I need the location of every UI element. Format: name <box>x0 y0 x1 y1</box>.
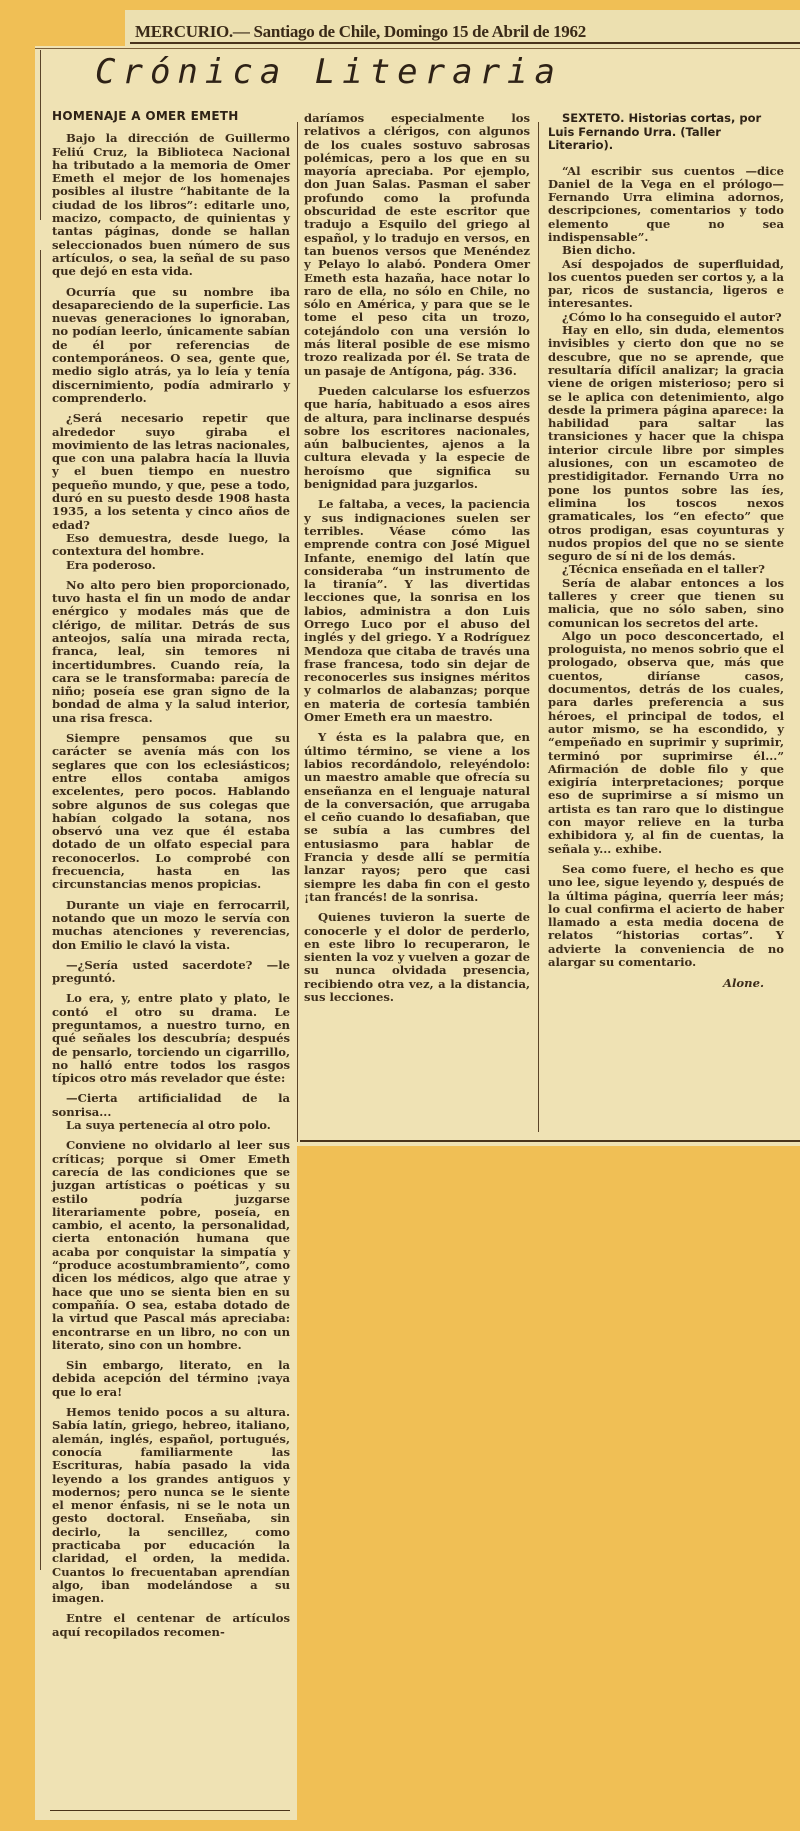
author-signature: Alone. <box>723 976 764 991</box>
paragraph: No alto pero bien proporcionado, tuvo hasta el fin un modo de andar enérgico y modales más que de clérigo, de militar. Detrás de sus anteojos, salía una mirada recta, franca, leal, sin temores ni incertidumbres. Cuando reía, la cara se le transformaba: parecía de niño; poseía ese gran signo de la bondad de alma y la salud interior, una risa fresca. <box>52 577 290 725</box>
paragraph: La suya pertenecía al otro polo. <box>66 1118 271 1133</box>
paragraph: Y ésta es la palabra que, en último término, se viene a los labios recordándolo, releyéndolo: un maestro amable que ofrecía su enseñanza en el lenguaje natural de la conversación, que arrugaba el ceño cuando lo desafiaban, que se subía a las cumbres del entusiasmo para hablar de Francia y desde allí se permitía lanzar rayos; pero que casi siempre les daba fin con el gesto ¡tan francés! de la sonrisa. <box>304 730 530 904</box>
paragraph: Así despojados de superfluidad, los cuentos pueden ser cortos y, a la par, ricos de sustancia, ligeros e interesantes. <box>548 256 784 311</box>
article-heading: HOMENAJE A OMER EMETH <box>52 109 239 123</box>
paragraph: ¿Cómo lo ha conseguido el autor? <box>562 309 782 324</box>
paragraph-continued: Entre el centenar de artículos aquí recopilados recomen- <box>52 1611 290 1639</box>
paragraph-continuation: daríamos especialmente los relativos a clérigos, con algunos de los cuales sostuvo sabrosas polémicas, pero a los que en su mayoría apreciaba. Por ejemplo, don Juan Salas. Pasman el saber profundo como la profunda obscuridad de este escritor que tradujo a Esquilo del griego al español, y lo tradujo en versos, en tan buenos versos que Menéndez y Pelayo lo alabó. Pondera Omer Emeth esta hazaña, hace notar lo raro de ella, no sólo en Chile, no sólo en América, y para que se le tome el peso cita un trozo, cotejándolo con una versión lo más literal posible de ese mismo trozo realizada por él. Se trata de un pasaje de Antígona, pág. 336. <box>304 111 530 378</box>
paragraph: Sería de alabar entonces a los talleres y creer que tienen su malicia, que no sólo saben, sino comunican los secretos del arte. <box>548 575 784 630</box>
title-box-left-border <box>40 50 41 220</box>
article-heading: SEXTETO. Historias cortas, por Luis Fernando Urra. (Taller Literario). <box>548 111 762 152</box>
newspaper-masthead: MERCURIO.— Santiago de Chile, Domingo 15 de Abril de 1962 <box>135 22 586 41</box>
column-rule <box>538 122 539 1132</box>
paragraph: —Cierta artificialidad de la sonrisa... <box>52 1091 290 1119</box>
paragraph: Sin embargo, literato, en la debida acepción del término ¡vaya que lo era! <box>52 1358 290 1399</box>
title-box-border <box>35 48 800 49</box>
paragraph: Bien dicho. <box>562 243 636 258</box>
article-column-2 <box>304 112 530 1011</box>
bottom-rule <box>50 1810 290 1811</box>
paragraph: ¿Técnica enseñada en el taller? <box>562 562 765 577</box>
article-column-3 <box>548 112 784 991</box>
paragraph: “Al escribir sus cuentos —dice Daniel de la Vega en el prólogo— Fernando Urra elimina adornos, descripciones, comentarios y todo elemento que no sea indispensable”. <box>548 163 784 244</box>
paragraph: —¿Sería usted sacerdote? —le preguntó. <box>52 957 290 986</box>
paragraph: Era poderoso. <box>66 557 156 572</box>
bottom-rule <box>300 1140 800 1142</box>
paragraph: Pueden calcularse los esfuerzos que haría, habituado a esos aires de altura, para inclinarse después sobre los escritores nacionales, aún balbucientes, ajenos a la cultura elevada y la especie de heroísmo que significa su benignidad para juzgarlos. <box>304 383 530 492</box>
paragraph: Bajo la dirección de Guillermo Feliú Cruz, la Biblioteca Nacional ha tributado a la memoria de Omer Emeth el mejor de los homenajes posibles al ilustre “habitante de la ciudad de los libros”: editarle uno, macizo, compacto, de quinientas y tantas páginas, donde se hallan seleccionados buen número de sus artículos, o sea, la señal de su paso que dejó en esta vida. <box>52 131 290 279</box>
paragraph: Durante un viaje en ferrocarril, notando que un mozo le servía con muchas atenciones y reverencias, don Emilio le clavó la vista. <box>52 897 290 952</box>
masthead-rule <box>130 42 800 44</box>
paragraph: Lo era, y, entre plato y plato, le contó el otro su drama. Le preguntamos, a nuestro turno, en qué señales los descubría; después de pensarlo, torciendo un cigarrillo, no halló entre todos los rasgos típicos otro más revelador que éste: <box>52 991 290 1086</box>
article-column-1 <box>52 110 290 1646</box>
paragraph: Conviene no olvidarlo al leer sus críticas; porque si Omer Emeth carecía de las condiciones que se juzgan artísticas o poéticas y su estilo podría juzgarse literariamente pobre, poseía, en cambio, el acento, la personalidad, cierta entonación humana que acaba por conquistar la simpatía y “produce acostumbramiento”, como dicen los médicos, algo que atrae y hace que uno se sienta bien en su compañía. O sea, estaba dotado de la virtud que Pascal más apreciaba: encontrarse en un libro, no con un literato, sino con un hombre. <box>52 1138 290 1352</box>
paragraph: Eso demuestra, desde luego, la contextura del hombre. <box>52 530 290 559</box>
paragraph: Le faltaba, a veces, la paciencia y sus indignaciones suelen ser terribles. Véase cómo las emprende contra con José Miguel Infante, enemigo del latín que consideraba “un instrumento de la tiranía”. Y las divertidas lecciones que, la sonrisa en los labios, administra a don Luis Orrego Luco por el abuso del inglés y del griego. Y a Rodríguez Mendoza que citaba de través una frase francesa, todo sin dejar de reconocerles sus insignes méritos y colmarlos de alabanzas; porque en materia de cortesía también Omer Emeth era un maestro. <box>304 497 530 725</box>
column-rule <box>40 250 41 1570</box>
paragraph: Hay en ello, sin duda, elementos invisibles y cierto don que no se descubre, que no se aprende, que resultaría difícil analizar; la gracia viene de origen misterioso; pero si se le aplica con detenimiento, algo desde la primera página aparece: la habilidad para saltar las transiciones y hacer que la chispa interior circule libre por simples alusiones, con un escamoteo de prestidigitador. Fernando Urra no pone los puntos sobre las íes, elimina los toscos nexos gramaticales, los “en efecto” que otros prodigan, esas coyunturas y nudos propios del que no se siente seguro de sí ni de los demás. <box>548 323 784 564</box>
paragraph: Hemos tenido pocos a su altura. Sabía latín, griego, hebreo, italiano, alemán, inglés, español, portugués, conocía familiarmente las Escrituras, había pasado la vida leyendo a los grandes antiguos y modernos; pero nunca se le siente el menor énfasis, ni se le nota un gesto doctoral. Enseñaba, sin decirlo, la sencillez, como practicaba por educación la claridad, el orden, la medida. Cuantos lo frecuentaban aprendían algo, iban modelándose a su imagen. <box>52 1405 290 1606</box>
paragraph: Sea como fuere, el hecho es que uno lee, sigue leyendo y, después de la última página, querría leer más; lo cual confirma el acierto de haber llamado a esta media docena de relatos “historias cortas”. Y advierte la conveniencia de no alargar su comentario. <box>548 861 784 970</box>
paragraph: ¿Será necesario repetir que alrededor suyo giraba el movimiento de las letras nacionales, que con una palabra hacía la lluvia y el buen tiempo en nuestro pequeño mundo, y que, pese a todo, duró en su puesto desde 1908 hasta 1935, a los setenta y cinco años de edad? <box>52 411 290 532</box>
paragraph: Ocurría que su nombre iba desapareciendo de la superficie. Las nuevas generaciones lo ignoraban, no podían leerlo, únicamente sabían de él por referencias de contemporáneos. O sea, gente que, medio siglo atrás, ya lo leía y tenía discernimiento, podía admirarlo y comprenderlo. <box>52 284 290 405</box>
paragraph: Siempre pensamos que su carácter se avenía más con los seglares que con los eclesiásticos; entre ellos contaba amigos excelentes, pero pocos. Hablando sobre algunos de sus colegas que habían colgado la sotana, nos observó una vez que él estaba dotado de un olfato especial para reconocerlos. Lo comprobé con frecuencia, hasta en las circunstancias menos propicias. <box>52 731 290 892</box>
paragraph: Quienes tuvieron la suerte de conocerle y el dolor de perderlo, en este libro lo recuperaron, le sienten la voz y vuelven a gozar de su nunca olvidada presencia, recibiendo otra vez, a la distancia, sus lecciones. <box>304 910 530 1004</box>
column-rule <box>297 122 298 1142</box>
paragraph: Algo un poco desconcertado, el prologuista, no menos sobrio que el prologado, observa que, más que cuentos, diríanse casos, documentos, detrás de los cuales, para darles preferencia a sus héroes, el principal de todos, el autor mismo, se ha escondido, y “empeñado en suprimir y suprimir, terminó por suprimirse él...” Afirmación de doble filo y que exigiría interpretaciones; porque eso de suprimirse a sí mismo un artista es tan raro que lo distingue con mayor relieve en la turba exhibidora y, al fin de cuentas, la señala y... exhibe. <box>548 628 784 856</box>
section-title: Crónica Literaria <box>95 52 562 92</box>
